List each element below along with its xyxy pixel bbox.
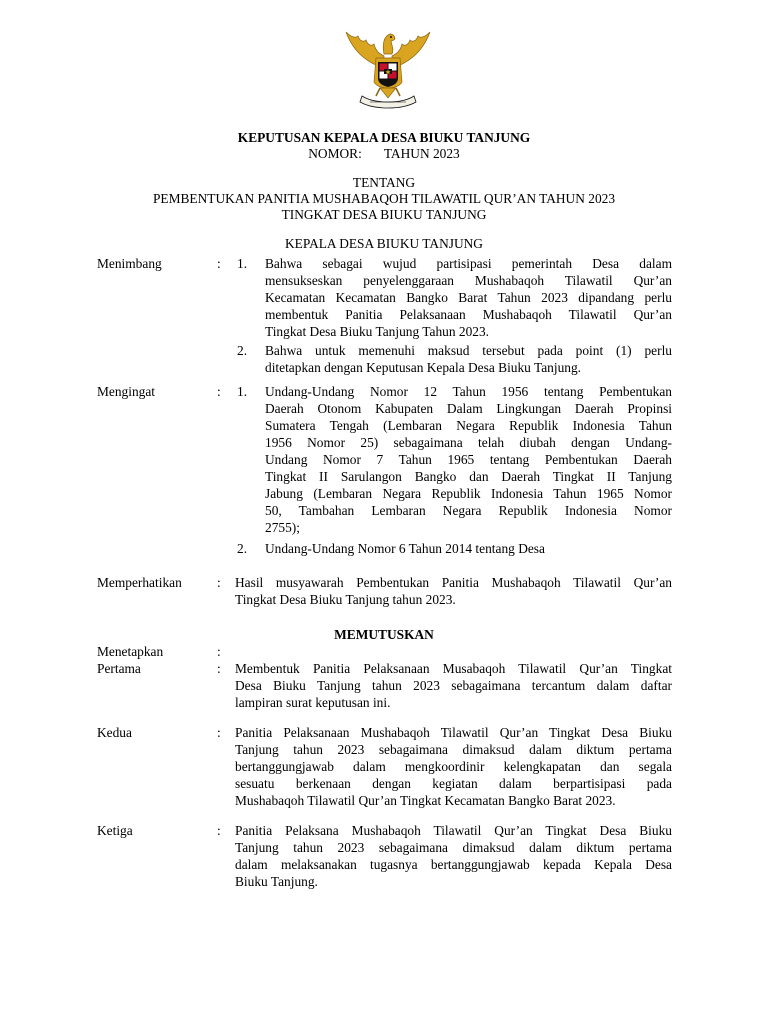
text-line: mensukseskan penyelenggaraan Mushabaqoh Tilawatil Qur’an (265, 273, 672, 288)
section-label: Menetapkan (97, 644, 164, 659)
text-line: ditetapkan dengan Keputusan Kepala Desa Biuku Tanjung. (265, 360, 582, 375)
colon: : (217, 661, 221, 676)
text-line: Jabung (Lembaran Negara Republik Indonesia Tahun 1965 Nomor (265, 486, 672, 501)
subject-line-2: TINGKAT DESA BIUKU TANJUNG (281, 207, 487, 222)
decree-number (0, 145, 768, 162)
text-line: Undang-Undang Nomor 6 Tahun 2014 tentang Desa (265, 541, 545, 556)
text-line: Panitia Pelaksanaan Mushabaqoh Tilawatil Qur’an Tingkat Desa Biuku (235, 725, 672, 740)
text-line: Bahwa sebagai wujud partisipasi pemerintah Desa dalam (265, 256, 672, 271)
section-label: Memperhatikan (97, 575, 182, 590)
item-number: 1. (237, 256, 248, 271)
considering-item-2 (265, 342, 672, 376)
third-article-text (235, 822, 672, 890)
text-line: Tingkat II Sarulangon Bangko dan Daerah Tingkat II Tanjung (265, 469, 672, 484)
text-line: Panitia Pelaksana Mushabaqoh Tilawatil Qur’an Tingkat Desa Biuku (235, 823, 672, 838)
colon: : (217, 644, 221, 659)
section-label: Pertama (97, 661, 141, 676)
colon: : (217, 725, 221, 740)
text-line: Desa Biuku Tanjung tahun 2023 sebagaimana tercantum dalam daftar (235, 678, 672, 693)
text-line: membentuk Panitia Pelaksanaan Mushabaqoh Tilawatil Qur’an (265, 307, 672, 322)
first-article-text (235, 660, 672, 711)
garuda-emblem-icon (340, 24, 436, 112)
text-line: Sumatera Tengah (Lembaran Negara Republik Indonesia Tahun (265, 418, 672, 433)
number-label: NOMOR: (308, 146, 362, 161)
noting-text (235, 574, 672, 608)
text-line: Tanjung tahun 2023 sebagaimana dimaksud dalam diktum pertama (235, 742, 672, 757)
text-line: Membentuk Panitia Pelaksanaan Musabaqoh Tilawatil Qur’an Tingkat (235, 661, 672, 676)
recalling-item-1 (265, 383, 672, 536)
text-line: Tingkat Desa Biuku Tanjung Tahun 2023. (265, 324, 490, 339)
colon: : (217, 575, 221, 590)
text-line: 1956 Nomor 25) sebagaimana telah diubah dengan Undang- (265, 435, 672, 450)
text-line: 50, Tambahan Lembaran Negara Republik Indonesia Nomor (265, 503, 672, 518)
section-label: Menimbang (97, 256, 162, 271)
item-number: 1. (237, 384, 248, 399)
text-line: 2755); (265, 520, 300, 535)
text-line: Bahwa untuk memenuhi maksud tersebut pada point (1) perlu (265, 343, 672, 358)
section-label: Kedua (97, 725, 132, 740)
text-line: Hasil musyawarah Pembentukan Panitia Mushabaqoh Tilawatil Qur’an (235, 575, 672, 590)
text-line: Biuku Tanjung. (235, 874, 318, 889)
section-label: Ketiga (97, 823, 133, 838)
text-line: Mushabaqoh Tilawatil Qur’an Tingkat Kecamatan Bangko Barat 2023. (235, 793, 616, 808)
text-line: Daerah Otonom Kabupaten Dalam Lingkungan Daerah Propinsi (265, 401, 672, 416)
text-line: dalam melaksanakan tugasnya bertanggungjawab kepada Kepala Desa (235, 857, 672, 872)
considering-item-1 (265, 255, 672, 340)
about-heading: TENTANG (352, 175, 416, 190)
recalling-item-2 (265, 540, 672, 557)
text-line: Tingkat Desa Biuku Tanjung tahun 2023. (235, 592, 456, 607)
text-line: sesuatu berkenaan dengan kegiatan dalam berpartisipasi pada (235, 776, 672, 791)
decides-heading: MEMUTUSKAN (334, 627, 434, 642)
item-number: 2. (237, 541, 248, 556)
text-line: Kecamatan Kecamatan Bangko Barat Tahun 2023 dipandang perlu (265, 290, 672, 305)
section-label: Mengingat (97, 384, 156, 399)
item-number: 2. (237, 343, 248, 358)
subject-line-1: PEMBENTUKAN PANITIA MUSHABAQOH TILAWATIL QUR’AN TAHUN 2023 (152, 191, 616, 206)
second-article-text (235, 724, 672, 809)
text-line: lampiran surat keputusan ini. (235, 695, 391, 710)
decree-title: KEPUTUSAN KEPALA DESA BIUKU TANJUNG (237, 130, 531, 145)
colon: : (217, 384, 221, 399)
text-line: Undang-Undang Nomor 12 Tahun 1956 tentang Pembentukan (265, 384, 672, 399)
text-line: Tanjung tahun 2023 sebagaimana dimaksud dalam diktum pertama (235, 840, 672, 855)
colon: : (217, 823, 221, 838)
text-line: bertanggungjawab dalam mengkoordinir kelengkapatan dan segala (235, 759, 672, 774)
number-year: TAHUN 2023 (383, 146, 460, 161)
colon: : (217, 256, 221, 271)
issuer-heading: KEPALA DESA BIUKU TANJUNG (285, 236, 483, 251)
text-line: Undang Nomor 7 Tahun 1965 tentang Pembentukan Daerah (265, 452, 672, 467)
